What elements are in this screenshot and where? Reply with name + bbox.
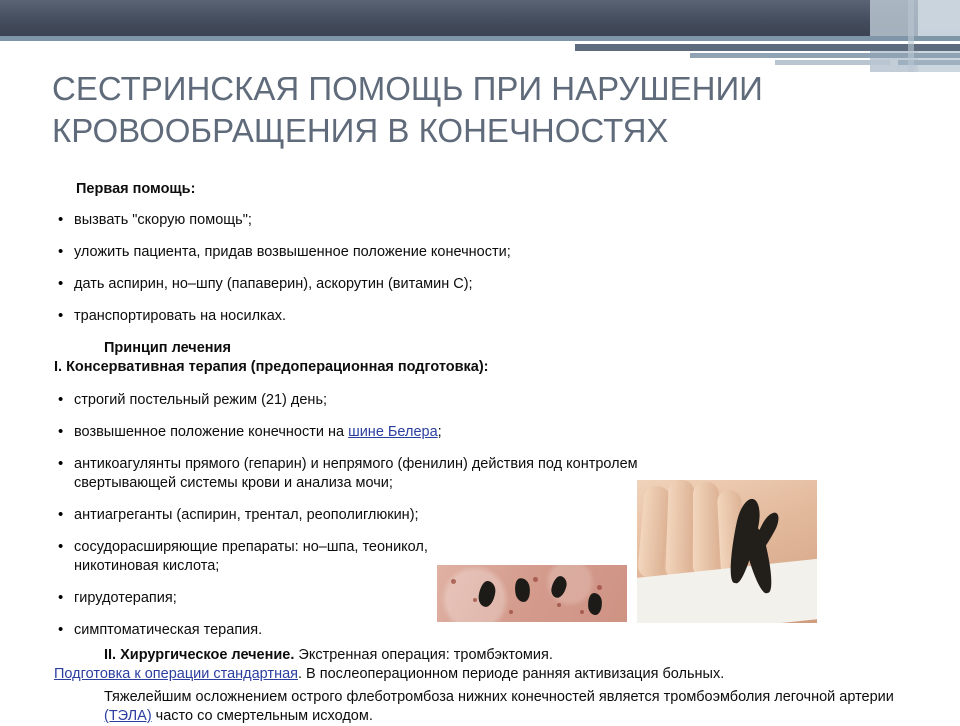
conservative-heading: I. Консервативная терапия (предоперационная подготовка): [54, 359, 489, 375]
list-item: • гирудотерапия; [54, 589, 894, 608]
list-item: • сосудорасширяющие препараты: но–шпа, теоникол, никотиновая кислота; [54, 538, 454, 576]
list-item: • дать аспирин, но–шпу (папаверин), аскорутин (витамин С); [54, 275, 894, 294]
list-item-with-link [54, 423, 894, 442]
final-text-1: Тяжелейшим осложнением острого флеботромбоза нижних конечностей является тромбоэмболия легочной артерии [104, 689, 894, 705]
list-item-text: возвышенное положение конечности на [74, 424, 349, 440]
slide-body [54, 180, 894, 726]
list-item: • строгий постельный режим (21) день; [54, 391, 894, 410]
link-podgotovka-k-operacii[interactable]: Подготовка к операции стандартная [54, 666, 298, 682]
list-item: • вызвать "скорую помощь"; [54, 211, 894, 230]
first-aid-heading: Первая помощь: [76, 181, 196, 197]
page-title: СЕСТРИНСКАЯ ПОМОЩЬ ПРИ НАРУШЕНИИ КРОВООБРАЩЕНИЯ В КОНЕЧНОСТЯХ [52, 70, 763, 149]
surgical-text-2: . В послеоперационном периоде ранняя активизация больных. [298, 666, 725, 682]
header-stripe-3 [775, 60, 890, 65]
principle-heading: Принцип лечения [104, 340, 231, 356]
list-item: • антиагреганты (аспирин, трентал, реополиглюкин); [54, 506, 894, 525]
header-band [0, 0, 960, 36]
list-item: • антикоагулянты прямого (гепарин) и непрямого (фенилин) действия под контролем свертывающей системы крови и анализа мочи; [54, 455, 664, 493]
surgical-paragraph-2 [54, 665, 894, 684]
surgical-text: Экстренная операция: тромбэктомия. [294, 647, 553, 663]
header-stripe-1 [575, 44, 960, 51]
header-vertical-stripe [908, 0, 914, 72]
leech-on-skin-photo [437, 565, 627, 622]
list-item: • транспортировать на носилках. [54, 307, 894, 326]
link-shina-belera[interactable]: шине Белера [348, 424, 438, 440]
surgical-heading: II. Хирургическое лечение. [104, 647, 295, 663]
list-item-text-tail: ; [437, 424, 442, 440]
list-item: • симптоматическая терапия. [54, 621, 894, 640]
final-text-2: часто со смертельным исходом. [151, 708, 373, 724]
leech-in-hand-photo [637, 480, 817, 623]
link-tela[interactable]: (ТЭЛА) [104, 708, 152, 724]
surgical-paragraph [104, 646, 894, 665]
list-item: • уложить пациента, придав возвышенное положение конечности; [54, 243, 664, 262]
header-stripe-2 [690, 53, 960, 58]
final-paragraph [104, 688, 894, 726]
